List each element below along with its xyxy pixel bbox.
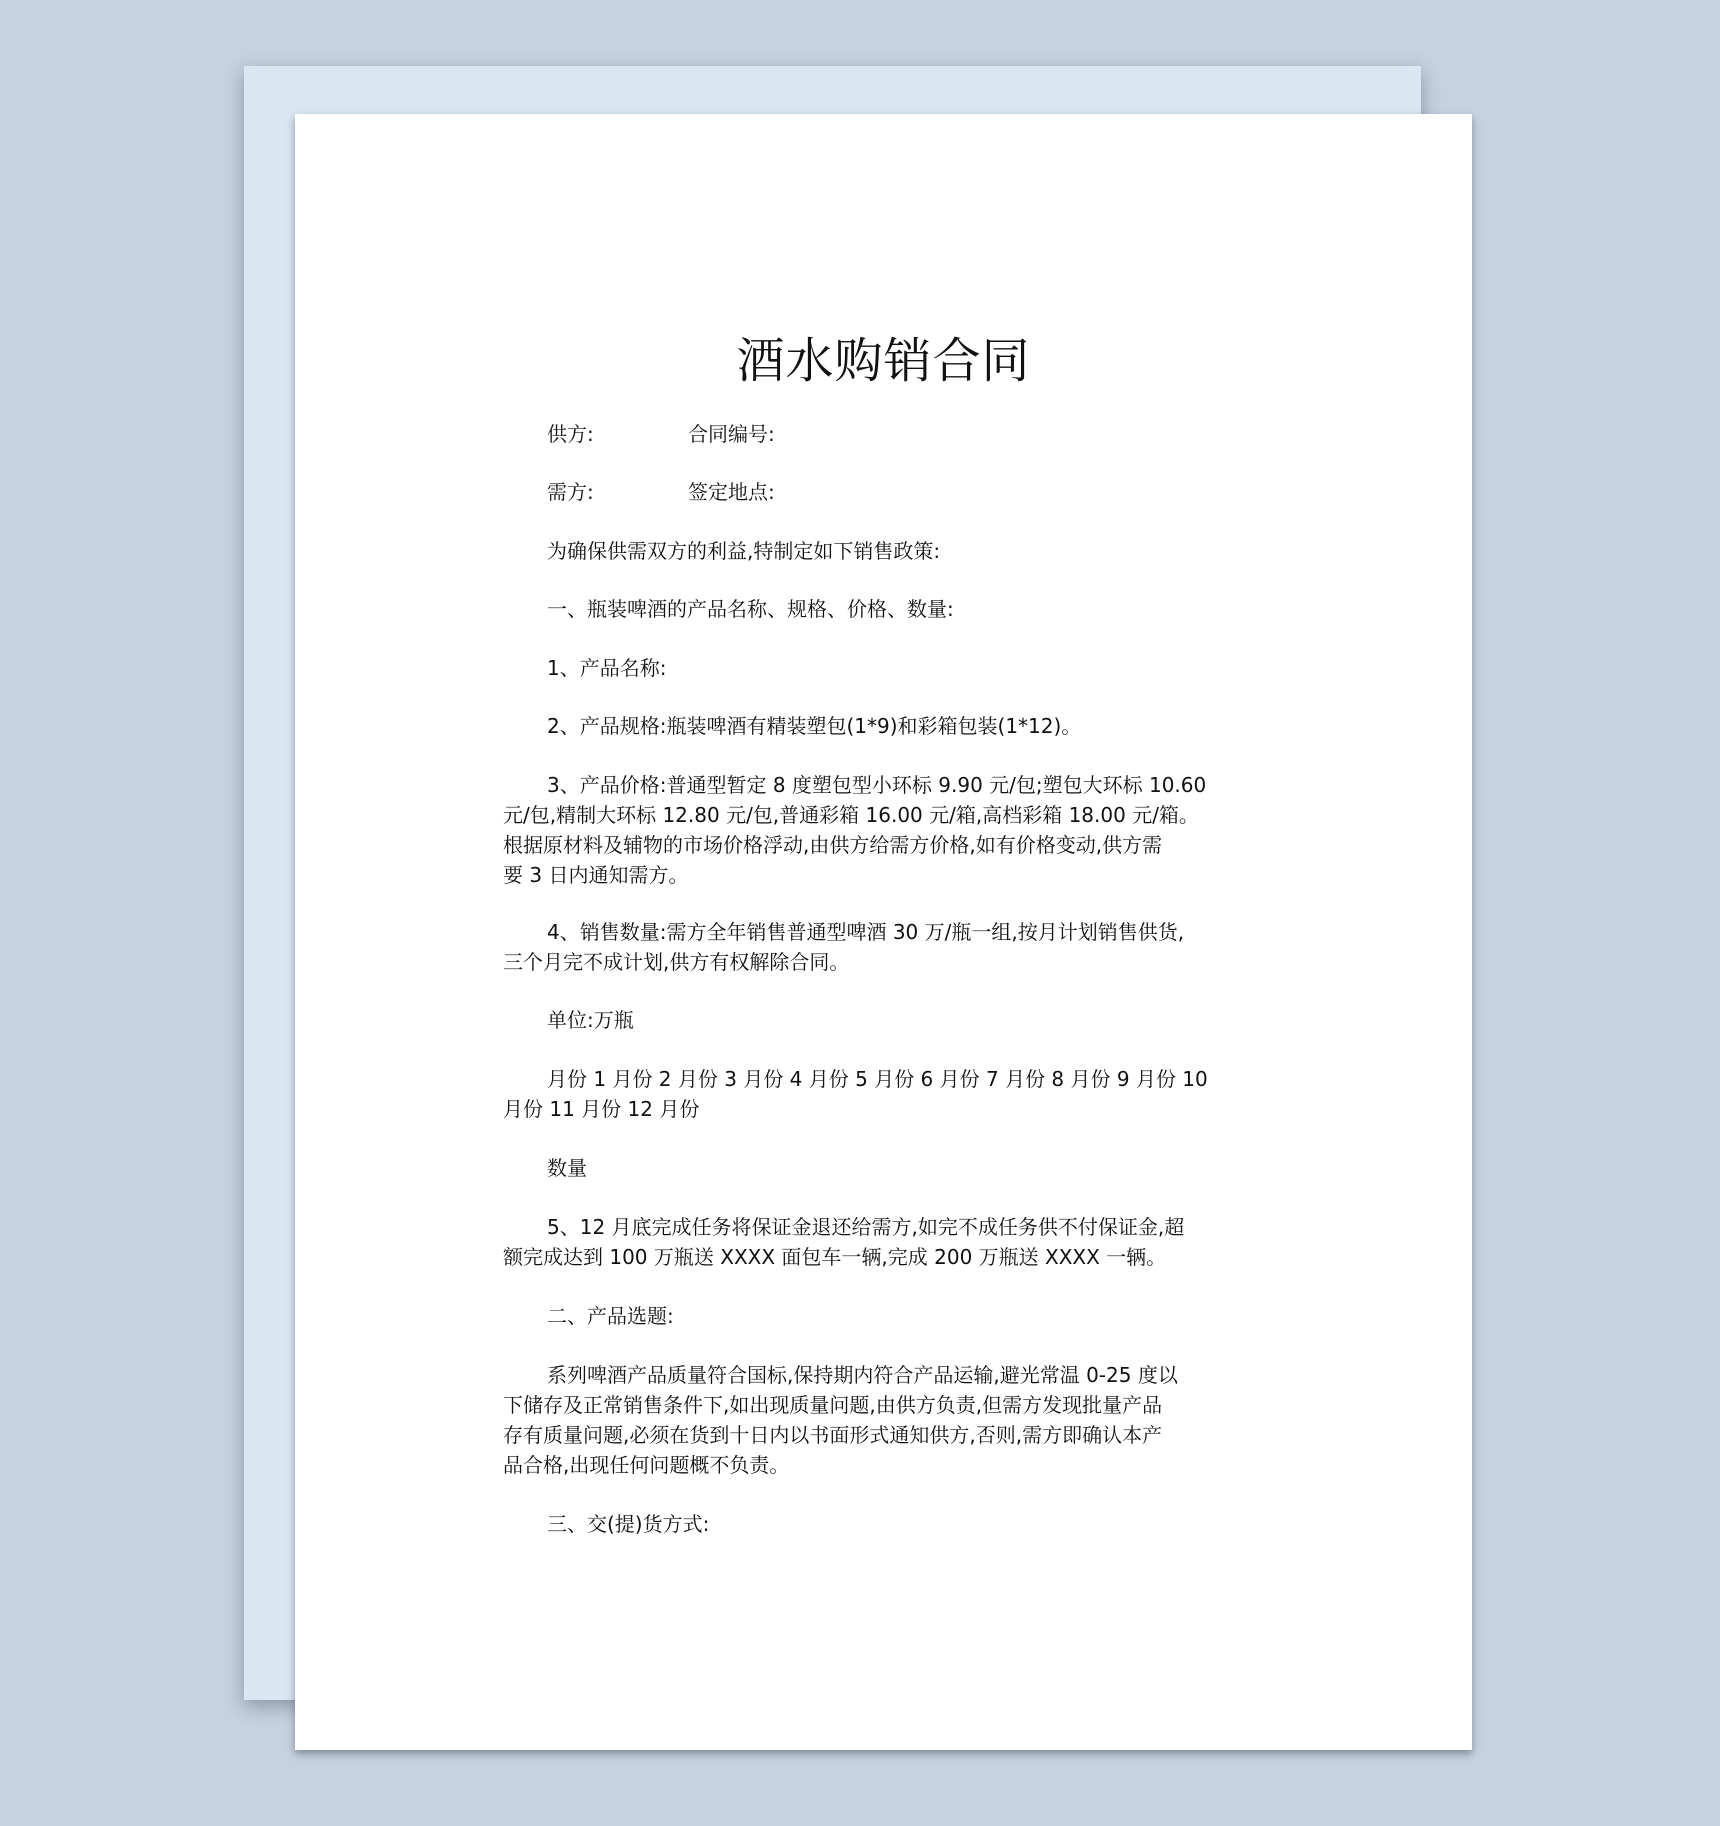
- paragraph-months: 月份 1 月份 2 月份 3 月份 4 月份 5 月份 6 月份 7 月份 8 月份 9 月份 10 月份 11 月份 12 月份: [503, 1067, 1208, 1121]
- supplier-label: 供方:: [547, 422, 594, 446]
- signing-place-label: 签定地点:: [688, 480, 775, 504]
- paragraph-item-4: 4、销售数量:需方全年销售普通型啤酒 30 万/瓶一组,按月计划销售供货, 三个月完不成计划,供方有权解除合同。: [503, 920, 1185, 974]
- paragraph-section-2-body: 系列啤酒产品质量符合国标,保持期内符合产品运输,避光常温 0-25 度以 下储存及正常销售条件下,如出现质量问题,由供方负责,但需方发现批量产品 存有质量问题,必须在货到十日内以书面形式通知供方,否则,需方即确认本产 品合格,出现任何问题概不负责。: [503, 1363, 1178, 1477]
- document-page: [295, 114, 1472, 1750]
- paragraph-item-5: 5、12 月底完成任务将保证金退还给需方,如完不成任务供不付保证金,超 额完成达到 100 万瓶送 XXXX 面包车一辆,完成 200 万瓶送 XXXX 一辆。: [503, 1215, 1185, 1269]
- paragraph-item-1: 1、产品名称:: [547, 656, 667, 680]
- header-row-supplier: [503, 419, 775, 449]
- paragraph-intro: 为确保供需双方的利益,特制定如下销售政策:: [547, 539, 941, 563]
- paragraph-item-3: 3、产品价格:普通型暂定 8 度塑包型小环标 9.90 元/包;塑包大环标 10.60 元/包,精制大环标 12.80 元/包,普通彩箱 16.00 元/箱,高档彩箱 18.00 元/箱。 根据原材料及辅物的市场价格浮动,由供方给需方价格,如有价格变动,供方需 要 3 日内通知需方。: [503, 773, 1207, 887]
- paragraph-unit: 单位:万瓶: [547, 1008, 634, 1032]
- paragraph-quantity: 数量: [547, 1156, 587, 1180]
- document-title: 酒水购销合同: [736, 333, 1031, 389]
- contract-number-label: 合同编号:: [688, 422, 775, 446]
- header-row-buyer: [503, 477, 775, 507]
- buyer-label: 需方:: [547, 480, 594, 504]
- paragraph-item-2: 2、产品规格:瓶装啤酒有精装塑包(1*9)和彩箱包装(1*12)。: [547, 714, 1082, 738]
- paragraph-section-3-heading: 三、交(提)货方式:: [547, 1512, 710, 1536]
- paragraph-section-1-heading: 一、瓶装啤酒的产品名称、规格、价格、数量:: [547, 597, 954, 621]
- paragraph-section-2-heading: 二、产品选题:: [547, 1304, 674, 1328]
